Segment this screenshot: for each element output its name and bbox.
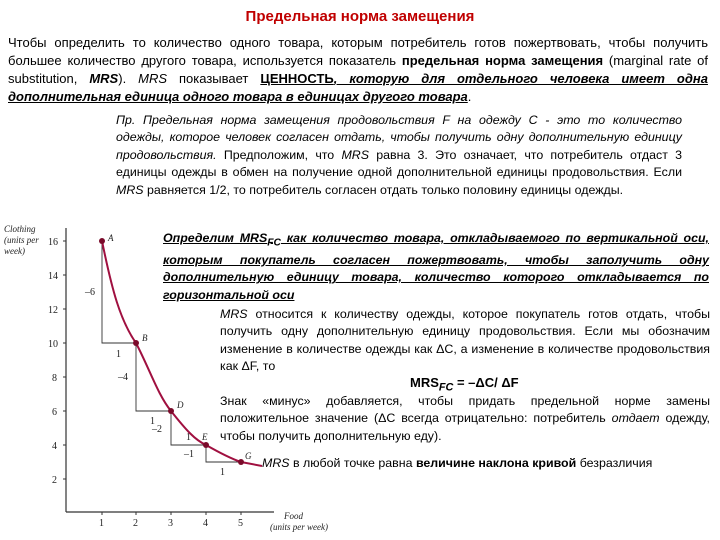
point-label-e: E xyxy=(202,432,208,442)
formula-left: MRS xyxy=(410,375,439,390)
definition-subscript: FC xyxy=(267,237,282,249)
x-axis-label-line-1: Food xyxy=(284,511,303,521)
point-g xyxy=(238,459,244,465)
step-label-e-dy-visible: –1 xyxy=(184,449,194,460)
point-b xyxy=(133,340,139,346)
point-e xyxy=(203,442,209,448)
definition-text-2: как количество товара, откладываемого по вертикальной оси, которым покупатель согласен пожертвовать, чтобы заполучить одну дополнительную единицу товара, количество которого откладывается по горизонтальной оси xyxy=(163,231,709,302)
minus-note-text-3: одежду, чтобы получить дополнительную еду). xyxy=(220,411,710,443)
intro-text-5: ). xyxy=(118,71,139,86)
step-label-e-dx: 1 xyxy=(220,467,225,478)
slope-note-text-4: безразличия xyxy=(576,456,653,470)
slope-note-bold: величине наклона кривой xyxy=(415,456,577,470)
point-d xyxy=(168,408,174,414)
step-label-a-dx: 1 xyxy=(116,349,121,360)
point-a xyxy=(99,238,105,244)
intro-text-1: Чтобы определить то количество одного товара, которым потребитель готов пожертвовать, чтобы получить большее количество другого товара, используется показатель xyxy=(8,35,708,68)
example-text-2: Предположим, что xyxy=(216,147,342,162)
x-tick-1: 1 xyxy=(99,518,104,529)
step-label-d-dx: 1 xyxy=(186,432,191,443)
y-tick-10: 10 xyxy=(48,339,58,350)
example-mrs-2: MRS xyxy=(116,182,144,197)
point-label-a: A xyxy=(108,233,114,243)
x-axis-label-line-2: (units per week) xyxy=(270,522,328,532)
intro-value-word: ЦЕННОСТЬ xyxy=(260,71,334,86)
x-tick-5: 5 xyxy=(238,518,243,529)
intro-mrs-1: MRS xyxy=(89,71,119,86)
y-axis-label-line-1: Clothing xyxy=(4,224,36,234)
intro-emphasis: , которую для отдельного человека имеет одна дополнительная единица одного товара в единицах другого товара xyxy=(8,71,708,104)
y-tick-2: 2 xyxy=(52,475,57,486)
step-label-a-dy: –6 xyxy=(85,287,95,298)
minus-note-text-1: Знак «минус» добавляется, чтобы придать предельной норме замены положительное значение (ΔC всегда отрицательно: потребитель xyxy=(220,394,710,426)
example-text-4: равна 3. Это означает, что потребитель отдаст 3 единицы одежды в обмен на получение одной дополнительной единицы продовольствия. Если xyxy=(116,147,683,180)
formula-subscript: FC xyxy=(438,381,454,394)
intro-term: предельная норма замещения xyxy=(401,53,604,68)
example-mrs-1: MRS xyxy=(341,147,369,162)
intro-text-3: (marginal rate of substitution, xyxy=(8,53,708,86)
x-tick-4: 4 xyxy=(203,518,208,529)
page-title: Предельная норма замещения xyxy=(245,8,475,25)
step-label-b-dy: –4 xyxy=(118,372,128,383)
definition-text-1: Определим MRS xyxy=(163,231,268,245)
y-ticks xyxy=(48,237,66,486)
step-label-d-dy: –2 xyxy=(152,424,162,435)
slope-note-text-2: в любой точке равна xyxy=(289,456,416,470)
example-text-6: равняется 1/2, то потребитель согласен отдать только половину единицы одежды. xyxy=(143,182,624,197)
y-tick-14: 14 xyxy=(48,271,58,282)
step-lines xyxy=(102,241,241,462)
point-label-d: D xyxy=(177,400,184,410)
explain-mrs: MRS xyxy=(220,307,248,321)
example-text-1: Пр. Предельная норма замещения продовольствия F на одежду C - это то количество одежды, которое человек согласен отдать, чтобы получить одну дополнительную единицу продовольствия. xyxy=(116,113,682,162)
x-ticks xyxy=(99,512,243,529)
y-axis-label-line-3: week) xyxy=(4,246,25,256)
y-tick-6: 6 xyxy=(52,407,57,418)
point-label-g: G xyxy=(245,451,252,461)
y-tick-16: 16 xyxy=(48,237,58,248)
minus-note-italic: отдает xyxy=(611,411,660,426)
intro-period: . xyxy=(467,89,472,104)
indifference-curve xyxy=(102,241,262,466)
step-label-b-dx: 1 xyxy=(150,416,155,427)
y-tick-4: 4 xyxy=(52,441,57,452)
slope-note-mrs: MRS xyxy=(262,456,290,470)
explain-text: относится к количеству одежды, которое покупатель готов отдать, чтобы получить одну дополнительную единицу продовольствия. Если мы обозначим изменение в количестве одежды как ΔC, а изменение в количестве продовольствия как ΔF, то xyxy=(220,307,710,374)
intro-text-7: показывает xyxy=(167,71,261,86)
y-tick-8: 8 xyxy=(52,373,57,384)
intro-mrs-2: MRS xyxy=(138,71,168,86)
point-label-b: B xyxy=(142,333,148,343)
y-tick-12: 12 xyxy=(48,305,58,316)
y-axis-label-line-2: (units per xyxy=(4,235,39,245)
formula-right: = –ΔC/ ΔF xyxy=(453,375,519,390)
x-tick-2: 2 xyxy=(133,518,138,529)
x-tick-3: 3 xyxy=(168,518,173,529)
